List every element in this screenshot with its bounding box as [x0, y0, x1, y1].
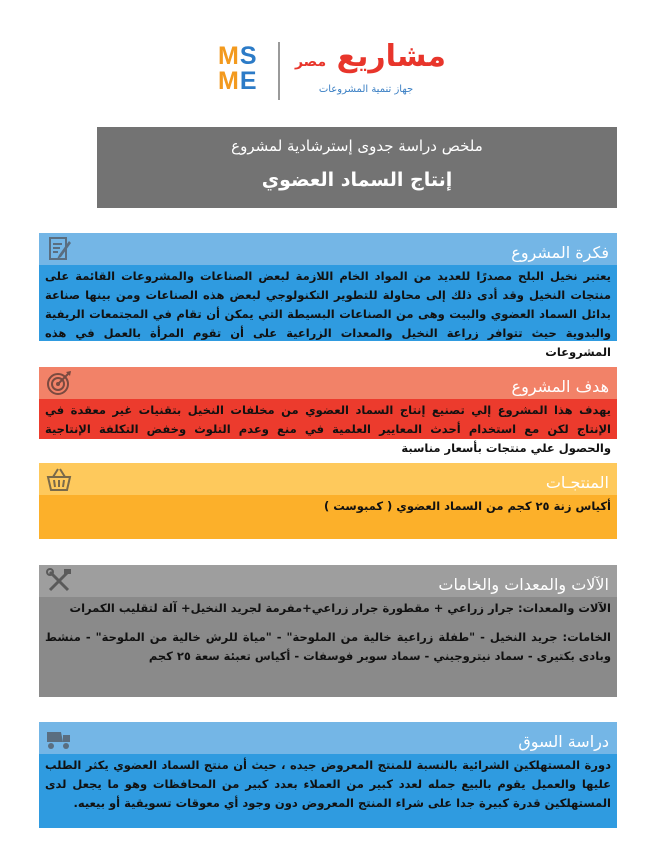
page-title: إنتاج السماد العضوي	[261, 169, 453, 191]
section-body: دورة المستهلكين الشرائية بالنسبة للمنتج المعروض جيده ، حيث أن منتج السماد العضوي يكثر الطلب عليها والعميل يقوم بالبيع جمله لعدد كبير من العملاء بعدد كبير من المحافظات وهو ما يجعل لدى المستهلكين قدرة كبيرة جدا على شراء المنتج المعروض دون وجود أي معوقات تسويقية أو بيعيه.	[39, 754, 617, 828]
section-header	[39, 565, 617, 597]
section-products	[39, 463, 617, 539]
logo-divider	[278, 42, 280, 100]
section-body: أكياس زنة ٢٥ كجم من السماد العضوي ( كمبوست )	[39, 495, 617, 539]
logo-subtitle: جهاز تنمية المشروعات	[318, 84, 414, 95]
section-header	[39, 463, 617, 495]
machines-text: الآلات والمعدات: جرار زراعي + مقطورة جرار زراعي+مفرمة لجريد النخيل+ آلة لتقليب الكمرات	[69, 601, 611, 615]
section-market-study	[39, 722, 617, 828]
brand-logo	[218, 40, 450, 112]
section-header	[39, 722, 617, 754]
basket-icon	[45, 465, 73, 493]
section-body: يعتبر نخيل البلح مصدرًا للعديد من المواد الخام اللازمة لبعض الصناعات والمشروعات القائمة على منتجات النخيل وقد أدى ذلك إلى محاولة للتطوير التكنولوجي لبعض هذه الصناعات ومن بينها صناعة بدائل السماد العضوي والبيت وهى من الصناعات البسيطة التي يمكن أن تقام في المجتمعات الريفية والبدوية حيث تتوافر زراعة النخيل والمعدات الزراعية على أن تقوم المرأة بالعمل في هذه المشروعات	[39, 265, 617, 341]
materials-text: الخامات: جريد النخيل - "طفلة زراعية خالية من الملوحة" - "مياة للرش خالية من الملوحة" - منشط وبادى بكتيرى - سماد نيتروجيني - سماد سوبر فوسفات - أكياس تعبئة سعة ٢٥ كجم	[45, 630, 611, 663]
section-equipment	[39, 565, 617, 697]
title-banner	[97, 127, 617, 208]
section-title: الآلات والمعدات والخامات	[438, 575, 609, 594]
section-title: هدف المشروع	[511, 377, 609, 396]
section-title: فكرة المشروع	[511, 243, 609, 262]
section-header	[39, 367, 617, 399]
dump-truck-icon	[45, 724, 73, 752]
section-project-idea	[39, 233, 617, 359]
section-header	[39, 233, 617, 265]
target-icon	[45, 369, 73, 397]
section-title: دراسة السوق	[518, 732, 609, 751]
msme-logo-mark: MS ME	[218, 42, 258, 95]
pen-document-icon	[45, 235, 73, 263]
section-body: يهدف هذا المشروع إلي تصنيع إنتاج السماد العضوي من مخلفات النخيل بتقنيات غير معقدة في الإنتاج لكن مع استخدام أحدث المعايير العلمية في منع وعدم التلوث وخفض التكلفة الإنتاجية والحصول علي منتجات بأسعار مناسبة	[39, 399, 617, 439]
section-title: المنتجـات	[545, 473, 609, 492]
section-project-goal	[39, 367, 617, 455]
banner-subtitle: ملخص دراسة جدوى إسترشادية لمشروع	[231, 137, 483, 155]
section-body	[39, 597, 617, 697]
logo-wordmark: مشاريع مصر	[294, 39, 446, 74]
tools-icon	[45, 567, 73, 595]
